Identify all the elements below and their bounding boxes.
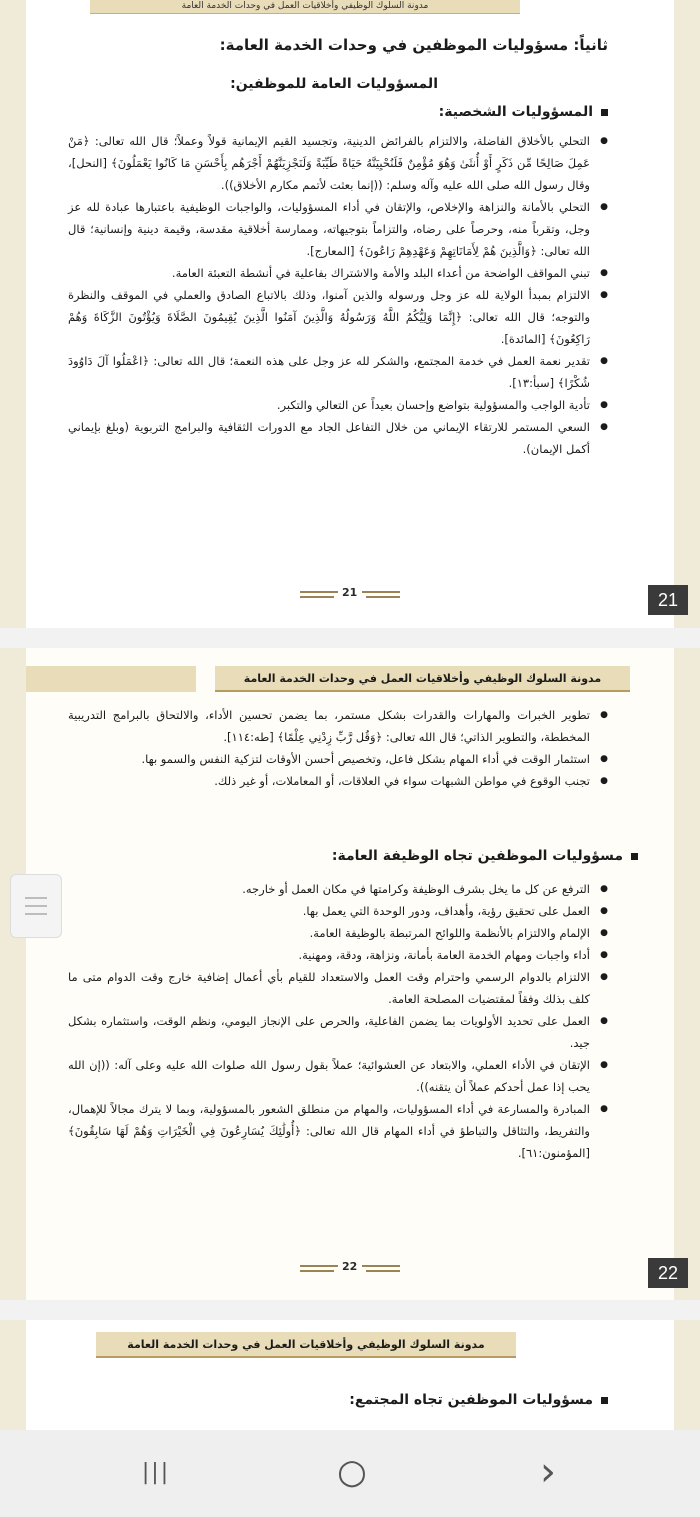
list-item: ● العمل على تحقيق رؤية، وأهداف، ودور الوحدة التي يعمل بها. xyxy=(68,900,608,922)
page-separator xyxy=(0,628,700,648)
list-item: ● استثمار الوقت في أداء المهام بشكل فاعل، وتخصيص أحسن الأوقات لتزكية النفس والسمو بها. xyxy=(68,748,608,770)
page-border-left xyxy=(0,0,26,628)
list-item: ● الترفع عن كل ما يخل بشرف الوظيفة وكرامتها في مكان العمل أو خارجه. xyxy=(68,878,608,900)
back-icon: ‹ xyxy=(540,1449,556,1495)
system-navigation-bar xyxy=(0,1430,700,1517)
page-header-banner: مدونة السلوك الوظيفي وأخلاقيات العمل في وحدات الخدمة العامة xyxy=(215,666,630,692)
square-bullet-icon xyxy=(601,109,608,116)
recents-button[interactable] xyxy=(126,1452,186,1492)
main-heading: ثانياً: مسؤوليات الموظفين في وحدات الخدمة العامة: xyxy=(219,36,608,54)
list-item: ● الإتقان في الأداء العملي، والابتعاد عن العشوائية؛ عملاً بقول رسول الله صلوات الله عليه وعلى آله: ((إن الله يحب إذا عمل أحدكم عملاً أن يتقنه)). xyxy=(68,1054,608,1098)
bullet-list-public-job xyxy=(68,878,608,1164)
section-heading-society xyxy=(349,1392,608,1408)
section-heading-personal xyxy=(439,104,608,120)
list-item: ● التحلي بالأخلاق الفاضلة، والالتزام بالفرائض الدينية، وتجسيد القيم الإيمانية قولاً وعملاً؛ قال الله تعالى: ﴿مَنْ عَمِلَ صَالِحًا مِّن ذَكَرٍ أَوْ أُنثَىٰ وَهُوَ مُؤْمِنٌ فَلَنُحْيِيَنَّهُ حَيَاةً طَيِّبَةً وَلَنَجْزِيَنَّهُمْ أَجْرَهُم بِأَحْسَنِ مَا كَانُوا يَعْمَلُونَ﴾ [النحل]، وقال رسول الله صلى الله عليه وآله وسلم: ((إنما بعثت لأتمم مكارم الأخلاق)). xyxy=(68,130,608,196)
page-header-banner: مدونة السلوك الوظيفي وأخلاقيات العمل في وحدات الخدمة العامة xyxy=(96,1332,516,1358)
page-border-right xyxy=(674,648,700,1300)
document-page-21 xyxy=(0,0,700,628)
page-header-banner: مدونة السلوك الوظيفي وأخلاقيات العمل في وحدات الخدمة العامة xyxy=(90,0,520,14)
square-bullet-icon xyxy=(601,1397,608,1404)
list-item: ● تطوير الخبرات والمهارات والقدرات بشكل مستمر، بما يضمن تحسين الأداء، والالتحاق بالبرامج التدريبية المخططة، والتطوير الذاتي؛ قال الله تعالى: ﴿وَقُل رَّبِّ زِدْنِي عِلْمًا﴾ [طه:١١٤]. xyxy=(68,704,608,748)
bullet-list-development xyxy=(68,704,608,792)
page-marker-number: 21 xyxy=(342,586,358,599)
side-handle-tab[interactable] xyxy=(10,874,62,938)
page-border-right xyxy=(674,1320,700,1430)
list-item: ● التحلي بالأمانة والنزاهة والإخلاص، والإتقان في أداء المسؤوليات، والواجبات الوظيفية باعتبارها عبادة لله عز وجل، وتقرباً منه، وحرصاً على رضاه، والتزاماً بتوجيهاته، وممارسة أخلاقية مقدسة، وقيمة دينية وإنسانية؛ قال الله تعالى: ﴿وَالَّذِينَ هُمْ لِأَمَانَاتِهِمْ وَعَهْدِهِمْ رَاعُونَ﴾ [المعارج]. xyxy=(68,196,608,262)
page-number-badge: 21 xyxy=(648,585,688,615)
page-border-left xyxy=(0,1320,26,1430)
list-item: ● العمل على تحديد الأولويات بما يضمن الفاعلية، والحرص على الإنجاز اليومي، ونظم الوقت، واستثماره بشكل جيد. xyxy=(68,1010,608,1054)
page-separator xyxy=(0,1300,700,1320)
home-icon: ○ xyxy=(337,1452,367,1492)
header-band xyxy=(26,666,196,692)
bullet-list-personal xyxy=(68,130,608,460)
page-border-right xyxy=(674,0,700,628)
document-page-22 xyxy=(0,648,700,1300)
list-item: ● الالتزام بالدوام الرسمي واحترام وقت العمل والاستعداد للقيام بأي أعمال إضافية خارج وقت الدوام متى ما كلف بذلك وفقاً لمقتضيات المصلحة العامة. xyxy=(68,966,608,1010)
list-item: ● تأدية الواجب والمسؤولية بتواضع وإحسان بعيداً عن التعالي والتكبر. xyxy=(68,394,608,416)
list-item: ● الالتزام بمبدأ الولاية لله عز وجل ورسوله والذين آمنوا، وذلك بالاتباع الصادق والعملي في الموقف والنظرة والتوجه؛ قال الله تعالى: ﴿إِنَّمَا وَلِيُّكُمُ اللَّهُ وَرَسُولُهُ وَالَّذِينَ آمَنُوا الَّذِينَ يُقِيمُونَ الصَّلَاةَ وَيُؤْتُونَ الزَّكَاةَ وَهُمْ رَاكِعُونَ﴾ [المائدة]. xyxy=(68,284,608,350)
home-button[interactable] xyxy=(322,1452,382,1492)
page-marker-ornament xyxy=(300,1260,400,1280)
list-item: ● الإلمام والالتزام بالأنظمة واللوائح المرتبطة بالوظيفة العامة. xyxy=(68,922,608,944)
recents-icon: ||| xyxy=(141,1459,171,1485)
sub-heading: المسؤوليات العامة للموظفين: xyxy=(230,76,438,92)
list-item: ● السعي المستمر للارتقاء الإيماني من خلال التفاعل الجاد مع الدورات الثقافية والبرامج التربوية (وبلغ بإيماني أكمل الإيمان). xyxy=(68,416,608,460)
back-button[interactable] xyxy=(518,1449,578,1495)
square-bullet-icon xyxy=(631,853,638,860)
list-item: ● أداء واجبات ومهام الخدمة العامة بأمانة، ونزاهة، ودقة، ومهنية. xyxy=(68,944,608,966)
page-number-badge: 22 xyxy=(648,1258,688,1288)
page-marker-ornament xyxy=(300,586,400,606)
list-item: ● تجنب الوقوع في مواطن الشبهات سواء في العلاقات، أو المعاملات، أو غير ذلك. xyxy=(68,770,608,792)
page-marker-number: 22 xyxy=(342,1260,358,1273)
page-border-left xyxy=(0,648,26,1300)
section-heading-public-job xyxy=(332,848,638,864)
list-item: ● تبني المواقف الواضحة من أعداء البلد والأمة والاشتراك بفاعلية في أنشطة التعبئة العامة. xyxy=(68,262,608,284)
section-heading-text: مسؤوليات الموظفين تجاه المجتمع: xyxy=(349,1392,593,1408)
section-heading-text: مسؤوليات الموظفين تجاه الوظيفة العامة: xyxy=(331,848,623,864)
list-item: ● المبادرة والمسارعة في أداء المسؤوليات، والمهام من منطلق الشعور بالمسؤولية، وبما لا يترك مجالاً للإهمال، والتفريط، والتثاقل والتباطؤ في أداء المهام قال الله تعالى: ﴿أُولَٰئِكَ يُسَارِعُونَ فِي الْخَيْرَاتِ وَهُمْ لَهَا سَابِقُونَ﴾ [المؤمنون:٦١]. xyxy=(68,1098,608,1164)
document-page-23 xyxy=(0,1320,700,1430)
list-item: ● تقدير نعمة العمل في خدمة المجتمع، والشكر لله عز وجل على هذه النعمة؛ قال الله تعالى: ﴿اعْمَلُوا آلَ دَاوُودَ شُكْرًا﴾ [سبأ:١٣]. xyxy=(68,350,608,394)
section-heading-text: المسؤوليات الشخصية: xyxy=(438,104,593,120)
